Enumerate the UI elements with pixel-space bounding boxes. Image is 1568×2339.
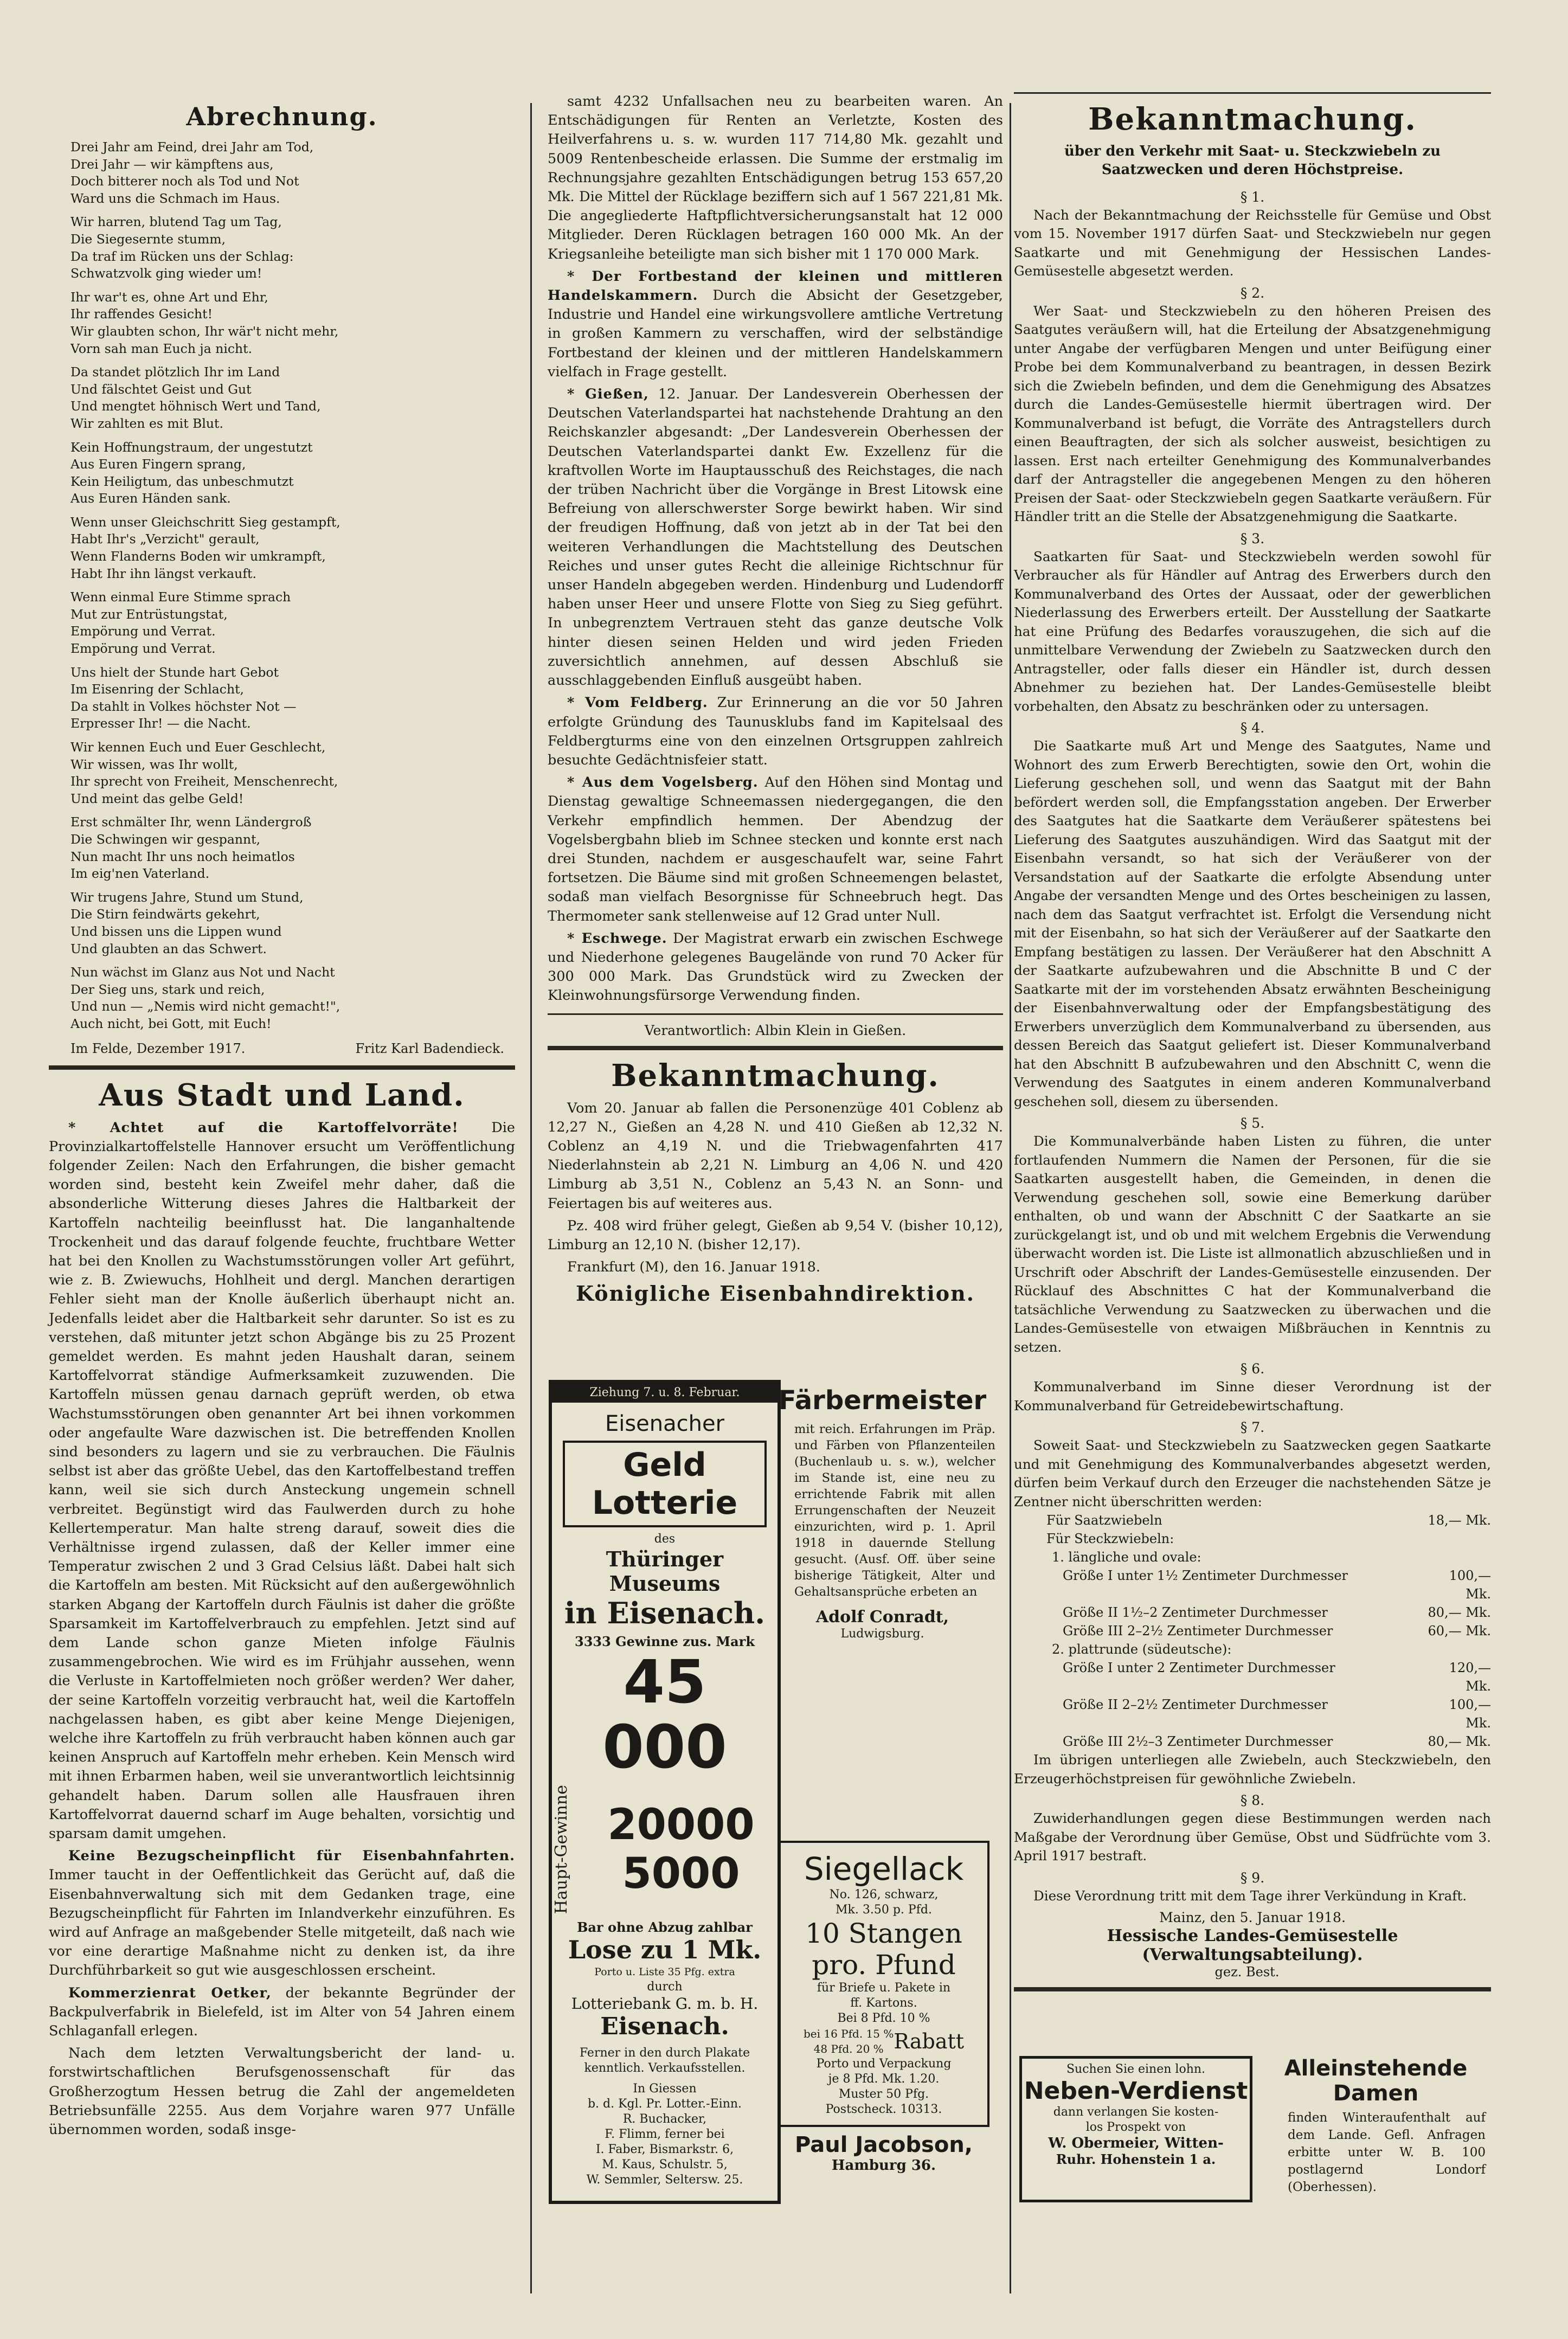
poem-line: Schwatzvolk ging wieder um!: [70, 266, 262, 281]
lottery-bank-city: Eisenach.: [600, 2013, 729, 2041]
lottery-top-prize: 45 000: [602, 1647, 727, 1782]
poem-line: Die Schwingen wir gespannt,: [70, 831, 261, 847]
seed-notice-subtitle: über den Verkehr mit Saat- u. Steckzwiebeln zu Saatzwecken und deren Höchstpreise.: [1064, 143, 1441, 178]
poem-line: Im eig'nen Vaterland.: [70, 866, 210, 882]
siegellack-line-7: 48 Pfd. 20 %: [813, 2042, 884, 2055]
lottery-further: Ferner in den durch Plakate kenntlich. Verkaufsstellen.: [579, 2046, 750, 2075]
lottery-in: in Eisenach.: [564, 1596, 766, 1630]
price-label: Größe II 2–2½ Zentimeter Durchmesser: [1063, 1697, 1328, 1713]
siegellack-line-3: für Briefe u. Pakete in: [817, 1981, 951, 1995]
poem-line: Und glaubten an das Schwert.: [70, 941, 267, 956]
poem-line: Und bissen uns die Lippen wund: [70, 923, 282, 939]
ladies-text: finden Winteraufenthalt auf dem Lande. Gefl. Anfragen erbitte unter W. B. 100 postlagernd Londorf (Oberhessen).: [1288, 2111, 1486, 2194]
responsible-editor: Verantwortlich: Albin Klein in Gießen.: [644, 1022, 907, 1038]
lottery-third-prize: 5000: [622, 1849, 740, 1899]
price-label: Für Saatzwiebeln: [1046, 1513, 1162, 1528]
poem-line: Kein Hoffnungstraum, der ungestutzt: [70, 439, 313, 455]
poem-stanza: [70, 664, 515, 732]
lottery-seller-6: W. Semmler, Seltersw. 25.: [586, 2173, 743, 2187]
section-divider: [49, 1065, 515, 1070]
lottery-seller-3: F. Flimm, ferner bei: [605, 2128, 725, 2142]
poem-signature: [70, 1039, 515, 1058]
poem-stanza: [70, 139, 515, 207]
divider: [1014, 1987, 1491, 1991]
dyer-text: mit reich. Erfahrungen im Präp. und Färben von Pflanzenteilen (Buchenlaub u. s. w.), welcher im Stande ist, eine neu zu errichtende Fabrik mit allen Errungenschaften der Neuzeit einzurichten, wird p. 1. April 1918 in dauernde Stellung gesucht. (Ausf. Off. über seine bisherige Tätigkeit, Alter und Gehaltsansprüche erbeten an: [794, 1422, 995, 1599]
lottery-in-giessen: In Giessen: [633, 2082, 697, 2096]
poem-line: Und mengtet höhnisch Wert und Tand,: [70, 399, 321, 414]
siegellack-line-4: ff. Kartons.: [850, 1996, 917, 2010]
section-sign: § 3.: [1240, 530, 1265, 547]
paragraph-lead: Kommerzienrat Oetker,: [68, 1984, 272, 2001]
place-date: Mainz, den 5. Januar 1918.: [1159, 1910, 1346, 1926]
section-sign: § 1.: [1240, 189, 1265, 205]
paragraph-text: Nach dem letzten Verwaltungsbericht der land- u. forstwirtschaftlichen Berufsgenossenschaft für das Großherzogtum Hessen betrug die Zahl der angemeldeten Betriebsunfälle 2255. Aus dem Vorjahre waren 977 Unfälle übernommen worden, sodaß insge-: [49, 2045, 515, 2138]
section-sign: § 9.: [1240, 1869, 1265, 1886]
paragraph-lead: * Aus dem Vogelsberg.: [567, 774, 759, 791]
poem-line: Da traf im Rücken uns der Schlag:: [70, 248, 294, 264]
price-label: Größe III 2–2½ Zentimeter Durchmesser: [1063, 1623, 1333, 1639]
poem-line: Wir zahlten es mit Blut.: [70, 415, 223, 431]
lottery-ad: [549, 1380, 781, 2204]
paragraph-lead: * Der Fortbestand der kleinen und mittleren Handelskammern.: [548, 268, 1003, 304]
poem-stanza: [70, 214, 515, 282]
poem-stanza: [70, 814, 515, 882]
railway-notice-text-2: Pz. 408 wird früher gelegt, Gießen ab 9,54 V. (bisher 10,12), Limburg an 12,10 N. (bisher 12,17).: [548, 1217, 1003, 1253]
section-text: Diese Verordnung tritt mit dem Tage ihrer Verkündung in Kraft.: [1033, 1887, 1467, 1904]
siegellack-line-9: je 8 Pfd. Mk. 1.20.: [828, 2072, 940, 2086]
poem-title: Abrechnung.: [186, 102, 378, 131]
local-news: [49, 1119, 515, 2140]
section-text: Zuwiderhandlungen gegen diese Bestimmungen werden nach Maßgabe der Verordnung über Gemüse, Obst und Südfrüchte vom 3. April 1917 bestraft.: [1014, 1810, 1491, 1864]
lottery-bank: Lotteriebank G. m. b. H.: [571, 1995, 759, 2013]
seed-notice-sections: [1014, 189, 1491, 1512]
poem-stanza: [70, 514, 515, 582]
lottery-porto: Porto u. Liste 35 Pfg. extra: [594, 1966, 735, 1978]
section-title: Aus Stadt und Land.: [99, 1077, 465, 1113]
lottery-name: Geld Lotterie: [563, 1441, 767, 1527]
siegellack-line-11: Postscheck. 10313.: [825, 2103, 942, 2116]
poem-line: Wenn unser Gleichschritt Sieg gestampft,: [70, 514, 340, 530]
news-paragraph: [548, 267, 1003, 382]
siegellack-rabatt: Rabatt: [894, 2029, 965, 2053]
news-paragraph: [548, 385, 1003, 690]
seed-notice-title: Bekanntmachung.: [1088, 101, 1417, 137]
divider: [1014, 92, 1491, 94]
news-paragraph: [49, 1984, 515, 2041]
poem-line: Aus Euren Fingern sprang,: [70, 457, 246, 472]
poem-line: Nun wächst im Glanz aus Not und Nacht: [70, 965, 335, 980]
poem-stanza: [70, 589, 515, 657]
side-income-ad: [1019, 2056, 1252, 2202]
lottery-second-prize: 20000: [607, 1801, 755, 1850]
price-value: 100,— Mk.: [1449, 1568, 1491, 1602]
news-paragraph: [548, 929, 1003, 1006]
section-sign: § 4.: [1240, 720, 1265, 736]
poem-line: Habt Ihr ihn längst verkauft.: [70, 566, 256, 581]
news-paragraph: [548, 693, 1003, 770]
siegellack-big-2: pro. Pfund: [812, 1949, 956, 1981]
ladies-title: Alleinstehende Damen: [1284, 2056, 1468, 2106]
section-sign: § 8.: [1240, 1792, 1265, 1809]
poem-line: Wir harren, blutend Tag um Tag,: [70, 214, 282, 230]
railway-notice-place: Frankfurt (M), den 16. Januar 1918.: [567, 1259, 820, 1276]
poem-line: Ihr war't es, ohne Art und Ehr,: [70, 289, 268, 305]
poem-line: Wir kennen Euch und Euer Geschlecht,: [70, 740, 326, 755]
price-group-label: 2. plattrunde (südeutsche):: [1052, 1642, 1232, 1657]
poem-line: Ihr raffendes Gesicht!: [70, 306, 213, 322]
side-income-line-3: los Prospekt von: [1085, 2120, 1186, 2134]
section-text: Soweit Saat- und Steckzwiebeln zu Saatzwecken gegen Saatkarte und mit Genehmigung des Kommunalverbandes abgesetzt werden, dürfen beim Verkauf durch den Erzeuger die nachstehenden Sätze je Zentner nicht überschritten werden:: [1014, 1437, 1491, 1509]
paragraph-text: Die Provinzialkartoffelstelle Hannover ersucht um Veröffentlichung folgender Zeilen: Nach den Erfahrungen, die bisher gemacht worden sind, besteht kein Zweifel mehr daher, daß die absonderliche Witterung dieses Jahres die Haltbarkeit der Kartoffeln nachteilig beeinflusst hat. Die langanhaltende Trockenheit und das darauf folgende feuchte, fruchtbare Wetter hat bei den Knollen zu Wachstumsstörungen voller Art geführt, wie z. B. Zwiewuchs, Hohlheit und dergl. Manchen derartigen Fehler sieht man der Knolle äußerlich überhaupt nicht an. Jedenfalls leidet aber die Haltbarkeit sehr darunter. So ist es zu verstehen, daß mitunter jetzt schon Abgänge bis zu 25 Prozent gemeldet werden. Es mahnt jeden Haushalt daran, seinem Kartoffelvorrat ständige Aufmerksamkeit zuzuwenden. Die Kartoffeln müssen genau darnach geprüft werden, ob etwa Wachstumsstörungen oben genannter Art bei ihnen vorkommen oder angefaulte Ware dazwischen ist. Die betreffenden Knollen sind besonders zu lagern und sie zu verbrauchen. Die Fäulnis selbst ist aber das größte Uebel, das den Kartoffelbestand treffen kann, weil sie sich durch Ansteckung ungemein schnell verbreitet. Begünstigt wird das Faulwerden durch zu hohe Kellertemperatur. Man halte streng darauf, soweit dies die Verhältnisse irgend zulassen, daß der Keller immer eine Temperatur zwischen 2 und 3 Grad Celsius läßt. Dabei halt sich die Kartoffeln am besten. Mit Rücksicht auf den außergewöhnlich starken Abgang der Kartoffeln durch Fäulnis ist daher die größte Sparsamkeit im Kartoffelverbrauch zu empfehlen. Jetzt sind auf dem Lande schon ganze Mieten infolge Fäulnis zusammengebrochen. Wie wird es im Frühjahr aussehen, wenn die Verluste in Kartoffelmieten noch größer werden? Wer daher, der seine Kartoffeln vorzeitig verbraucht hat, weil die Kartoffeln nachgelassen haben, es gibt aber keine Menge Diejenigen, welche ihre Kartoffeln zu früh verbraucht haben können auch gar keinen Anspruch auf Kartoffeln mehr erheben. Kein Mensch wird mit ihnen Erbarmen haben, weil sie unverantwortlich leichtsinnig gehandelt haben. Darum sollen alle Hausfrauen ihren Kartoffelvorrat dauernd scharf im Auge behalten, vorsichtig und sparsam damit umgehen.: [49, 1119, 515, 1842]
regional-news: [548, 92, 1003, 1006]
section-text: Saatkarten für Saat- und Steckzwiebeln werden sowohl für Verbraucher als für Händler auf Antrag des Erwerbers durch den Kommunalverband des Ortes der Aussaat, oder der gewerblichen Niederlassung des Erwerbers erteilt. Der Ausstellung der Saatkarte hat eine Prüfung des Bedarfes vorauszugehen, die sich auf die unmittelbare Verwendung der Zwiebeln zu Saatzwecken durch den Antragsteller, oder falls dieser ein Händler ist, durch dessen Abnehmer zu beziehen hat. Der Landes-Gemüsestelle bleibt vorbehalten, den Absatz zu beschränken oder zu untersagen.: [1014, 548, 1491, 714]
poem-line: Die Stirn feindwärts gekehrt,: [70, 907, 260, 922]
poem-line: Wir wissen, was Ihr wollt,: [70, 756, 238, 772]
poem-line: Wir glaubten schon, Ihr wär't nicht mehr,: [70, 323, 339, 339]
price-label: Größe I unter 1½ Zentimeter Durchmesser: [1063, 1568, 1348, 1584]
poem-line: Drei Jahr am Feind, drei Jahr am Tod,: [70, 139, 314, 155]
ladies-ad: [1261, 2056, 1491, 2202]
dyer-name: Adolf Conradt,: [815, 1608, 949, 1627]
lottery-durch: durch: [647, 1980, 683, 1994]
section-sign: § 7.: [1240, 1419, 1265, 1436]
poem-date: Im Felde, Dezember 1917.: [70, 1040, 246, 1056]
poem-stanza: [70, 364, 515, 432]
after-prices: Im übrigen unterliegen alle Zwiebeln, auch Steckzwiebeln, den Erzeugerhöchstpreisen für gewöhnliche Zwiebeln.: [1014, 1752, 1491, 1787]
poem-line: Vorn sah man Euch ja nicht.: [70, 340, 253, 356]
price-label: Größe III 2½–3 Zentimeter Durchmesser: [1063, 1734, 1333, 1750]
poem-line: Da standet plötzlich Ihr im Land: [70, 364, 280, 380]
paragraph-text: der bekannte Begründer der Backpulverfabrik in Bielefeld, ist im Alter von 54 Jahren einem Schlaganfall erlegen.: [49, 1984, 515, 2040]
side-income-line-1: Suchen Sie einen lohn.: [1066, 2062, 1206, 2076]
siegellack-line-1: No. 126, schwarz,: [829, 1888, 939, 1901]
poem-line: Empörung und Verrat.: [70, 624, 216, 639]
poem-line: Mut zur Entrüstungstat,: [70, 606, 228, 622]
poem-stanza: [70, 964, 515, 1032]
section-sign: § 2.: [1240, 285, 1265, 301]
poem-line: Und fälschtet Geist und Gut: [70, 381, 252, 397]
dyer-title: Färbermeister: [778, 1385, 987, 1416]
column-right: [1014, 92, 1491, 1999]
price-group-label: 1. längliche und ovale:: [1052, 1550, 1201, 1565]
siegellack-big-1: 10 Stangen: [805, 1918, 962, 1949]
poem-stanza: [70, 889, 515, 958]
poem-stanza: [70, 439, 515, 507]
lottery-museum: Thüringer Museums: [606, 1547, 724, 1596]
side-income-line-2: dann verlangen Sie kosten-: [1053, 2105, 1219, 2119]
poem-line: Wenn Flanderns Boden wir umkrampft,: [70, 549, 326, 564]
news-paragraph: [49, 1847, 515, 1980]
poem-author: Fritz Karl Badendieck.: [355, 1040, 504, 1056]
lottery-main-label: Haupt-Gewinne: [552, 1785, 571, 1914]
lottery-cash: Bar ohne Abzug zahlbar: [577, 1919, 753, 1936]
poem-line: Und nun — „Nemis wird nicht gemacht!",: [70, 999, 340, 1014]
poem-line: Ihr sprecht von Freiheit, Menschenrecht,: [70, 774, 338, 789]
price-value: 80,— Mk.: [1428, 1605, 1491, 1621]
news-paragraph: [49, 1119, 515, 1844]
paragraph-text: 12. Januar. Der Landesverein Oberhessen der Deutschen Vaterlandspartei hat nachstehende Drahtung an den Reichskanzler abgesandt: „Der Landesverein Oberhessen der Deutschen Vaterlandspartei dankt Ew. Exzellenz für die kraftvollen Worte im Hauptausschuß des Reichstages, die nach der trüben Nachricht über die Vorgänge in Brest Litowsk eine Befreiung von allerschwerster Sorge bewirkt haben. Wir sind der freudigen Hoffnung, daß von jetzt ab in der Tat bei den weiteren Verhandlungen die Machtstellung des Deutschen Reiches und unser gutes Recht die alleinige Richtschnur für unser Handeln abgegeben werden. Hindenburg und Ludendorff haben unser Heer und unsere Flotte von Sieg zu Sieg geführt. In unbegrenztem Vertrauen steht das ganze deutsche Volk hinter diesen seinen Helden und wird jeden Frieden zuversichtlich annehmen, auf dessen Abschluß sie ausschlaggebenden Einfluß ausgeübt haben.: [548, 386, 1003, 689]
news-paragraph: [49, 2044, 515, 2139]
side-income-line-5: Ruhr. Hohenstein 1 a.: [1056, 2151, 1216, 2167]
poem-line: Der Sieg uns, stark und reich,: [70, 981, 265, 997]
side-income-title: Neben-Verdienst: [1024, 2077, 1248, 2105]
poem-line: Erpresser Ihr! — die Nacht.: [70, 716, 251, 731]
paragraph-lead: * Eschwege.: [567, 930, 667, 947]
siegellack-title: Siegellack: [804, 1850, 964, 1887]
poem-line: Auch nicht, bei Gott, mit Euch!: [70, 1016, 272, 1031]
siegellack-name: Paul Jacobson,: [794, 2132, 973, 2157]
lottery-lose: Lose zu 1 Mk.: [568, 1935, 762, 1965]
section-text: Kommunalverband im Sinne dieser Verordnung ist der Kommunalverband für Getreidebewirtschaftung.: [1014, 1379, 1491, 1413]
poem-line: Erst schmälter Ihr, wenn Ländergroß: [70, 814, 312, 830]
poem: [70, 139, 515, 1033]
news-paragraph: [548, 773, 1003, 926]
paragraph-lead: Keine Bezugscheinpflicht für Eisenbahnfahrten.: [68, 1848, 515, 1865]
poem-line: Habt Ihr's „Verzicht" gerault,: [70, 531, 260, 547]
side-income-line-4: W. Obermeier, Witten-: [1048, 2135, 1224, 2151]
dyer-city: Ludwigsburg.: [840, 1627, 924, 1641]
paragraph-text: Zur Erinnerung an die vor 50 Jahren erfolgte Gründung des Taunusklubs fand im Kapitelsaal des Feldbergturms eine von den einzelnen Ortsgruppen zahlreich besuchte Gedächtnisfeier statt.: [548, 695, 1003, 768]
column-rule-right: [1010, 103, 1011, 2293]
railway-notice-signature: Königliche Eisenbahndirektion.: [576, 1281, 975, 1306]
poem-line: Kein Heiligtum, das unbeschmutzt: [70, 473, 294, 489]
poem-line: Im Eisenring der Schlacht,: [70, 682, 244, 697]
price-value: 80,— Mk.: [1428, 1734, 1491, 1750]
divider: [548, 1013, 1003, 1015]
poem-line: Nun macht Ihr uns noch heimatlos: [70, 849, 295, 864]
paragraph-lead: * Achtet auf die Kartoffelvorräte!: [68, 1119, 459, 1136]
lottery-draw: Ziehung 7. u. 8. Februar.: [552, 1383, 777, 1403]
section-text: Die Kommunalverbände haben Listen zu führen, die unter fortlaufenden Nummern die Namen der Personen, für die sie Saatkarten ausgestellt haben, die Gemeinden, in denen die Verwendung geschehen soll, sowie eine Bemerkung darüber enthalten, ob und wann der Abschnitt C der Saatkarte an sie zurückgelangt ist, und ob und mit welchem Ergebnis die Verwendung überwacht worden ist. Die Liste ist allmonatlich abzuschließen und in Urschrift oder Abschrift der Landes-Gemüsestelle einzusenden. Der Rücklauf des Abschnittes C hat der Kommunalverband die tatsächliche Verwendung zu Saatzwecken zu überwachen und die Landes-Gemüsestelle von etwaigen Mißbräuchen in Kenntnis zu setzen.: [1014, 1133, 1491, 1355]
paragraph-text: Durch die Absicht der Gesetzgeber, Industrie und Handel eine wirkungsvollere amtliche Vertretung in großen Kammern zu verschaffen, wird der selbständige Fortbestand der kleinen und der mittleren Handelskammern vielfach in Frage gestellt.: [548, 287, 1003, 380]
poem-line: Drei Jahr — wir kämpftens aus,: [70, 156, 274, 172]
section-text: Wer Saat- und Steckzwiebeln zu den höheren Preisen des Saatgutes veräußern will, hat die Erteilung der Absatzgenehmigung unter Angabe der verfügbaren Mengen und unter Beifügung einer Probe bei dem Kommunalverband zu beantragen, in dessen Bezirk sich die Zwiebeln befinden, und dem die Genehmigung des Absatzes durch die Landes-Gemüsestelle hiermit übertragen wird. Der Kommunalverband ist befugt, die Vorräte des Antragstellers durch einen Beauftragten, der sich als solcher ausweist, besichtigen zu lassen. Erst nach erteilter Genehmigung des Kommunalverbandes darf der Antragsteller die angegebenen Mengen zu den höheren Preisen der Saat- oder Steckzwiebeln gegen Saatkarte veräußern. Für Händler tritt an die Stelle der Absatzgenehmigung die Saatkarte.: [1014, 303, 1491, 525]
price-label: Größe II 1½–2 Zentimeter Durchmesser: [1063, 1605, 1328, 1621]
divider: [548, 1046, 1003, 1050]
siegellack-line-2: Mk. 3.50 p. Pfd.: [836, 1903, 932, 1917]
signed-by: gez. Best.: [1214, 1964, 1280, 1980]
siegellack-line-10: Muster 50 Pfg.: [838, 2087, 929, 2101]
poem-line: Wenn einmal Eure Stimme sprach: [70, 589, 291, 605]
railway-notice-text: Vom 20. Januar ab fallen die Personenzüge 401 Coblenz ab 12,27 N., Gießen an 4,28 N. und 410 Gießen ab 12,32 N. Coblenz an 4,19 N. und die Triebwagenfahrten 417 Niederlahnstein ab 2,21 N. Limburg an 4,06 N. und 420 Limburg ab 3,51 N., Coblenz an 5,43 N. an Sonn- und Feiertagen bis auf weiteres aus.: [548, 1100, 1003, 1212]
poem-line: Da stahlt in Volkes höchster Not —: [70, 698, 297, 714]
price-value: 60,— Mk.: [1428, 1623, 1491, 1639]
poem-line: Uns hielt der Stunde hart Gebot: [70, 664, 279, 680]
lottery-seller-2: R. Buchacker,: [622, 2112, 707, 2126]
price-group-label: Für Steckzwiebeln:: [1046, 1531, 1174, 1547]
section-text: Die Saatkarte muß Art und Menge des Saatgutes, Name und Wohnort des zum Erwerb Berechtigten, sowie den Ort, wohin die Lieferung geschehen soll, und wenn das Saatgut mit der Bahn befördert werden soll, die Empfangsstation angeben. Der Erwerber des Saatgutes hat die Saatkarte dem Veräußerer spätestens bei Lieferung des Saatgutes auszuhändigen. Wird das Saatgut mit der Eisenbahn versandt, so hat sich der Veräußerer von der Versandstation auf der Saatkarte die erfolgte Absendung unter Angabe der versandten Menge und des Ortes bescheinigen zu lassen, nach dem das Saatgut verfrachtet ist. Erfolgt die Versendung nicht mit der Eisenbahn, so hat sich der Veräußerer auf der Saatkarte den Empfang bestätigen zu lassen. Der Veräußerer hat den Abschnitt A der Saatkarte aufzubewahren und die Abschnitte B und C der Saatkarte mit der im vorstehenden Absatz erwähnten Bescheinigung der Eisenbahnverwaltung oder der Empfangsbestätigung des Erwerbers unverzüglich dem Kommunalverband zu übersenden, aus dessen Bereich das Saatgut geliefert ist. Dieser Kommunalverband hat den Abschnitt B aufzubewahren und den Abschnitt C, wenn die Verwendung des Saatgutes in einem anderen Kommunalverband geschehen soll, diesem zu übersenden.: [1014, 738, 1491, 1109]
poem-line: Wir trugens Jahre, Stund um Stund,: [70, 889, 304, 905]
siegellack-line-5: Bei 8 Pfd. 10 %: [837, 2012, 930, 2025]
poem-line: Empörung und Verrat.: [70, 641, 216, 657]
authority: Hessische Landes-Gemüsestelle (Verwaltungsabteilung).: [1107, 1926, 1398, 1965]
paragraph-lead: * Vom Feldberg.: [567, 695, 708, 711]
column-middle: [548, 92, 1003, 1306]
railway-notice-title: Bekanntmachung.: [611, 1057, 940, 1094]
poem-line: Die Siegesernte stumm,: [70, 231, 226, 247]
poem-line: Aus Euren Händen sank.: [70, 491, 231, 506]
poem-line: Und meint das gelbe Geld!: [70, 791, 244, 806]
section-text: Nach der Bekanntmachung der Reichsstelle für Gemüse und Obst vom 15. November 1917 dürfen Saat- und Steckzwiebeln nur gegen Saatkarte und mit Genehmigung der Hessischen Landes-Gemüsestelle abgesetzt werden.: [1014, 207, 1491, 279]
lottery-city: Eisenacher: [605, 1411, 725, 1436]
column-rule-left: [530, 103, 532, 2293]
lottery-winnings: 3333 Gewinne zus. Mark: [575, 1634, 755, 1649]
price-value: 120,— Mk.: [1449, 1660, 1491, 1694]
lottery-seller-5: M. Kaus, Schulstr. 5,: [602, 2158, 728, 2172]
poem-line: Ward uns die Schmach im Haus.: [70, 190, 280, 206]
siegellack-line-6: bei 16 Pfd. 15 %: [803, 2027, 894, 2040]
paragraph-text: Der Magistrat erwarb ein zwischen Eschwege und Niederhone gelegenes Baugelände von rund 70 Acker für 300 000 Mark. Das Grundstück wird zu Zwecken der Kleinwohnungsfürsorge Verwendung finden.: [548, 930, 1003, 1004]
price-value: 100,— Mk.: [1449, 1697, 1491, 1731]
paragraph-text: Auf den Höhen sind Montag und Dienstag gewaltige Schneemassen niedergegangen, die den Verkehr empfindlich hemmen. Der Abendzug der Vogelsbergbahn blieb im Schnee stecken und konnte erst nach drei Stunden, nachdem er ausgeschaufelt war, seine Fahrt fortsetzen. Die Bäume sind mit großen Schneemengen belastet, sodaß man vielfach Besorgnisse für Schneebruch hegt. Das Thermometer sank stellenweise auf 12 Grad unter Null.: [548, 774, 1003, 924]
siegellack-line-8: Porto und Verpackung: [816, 2057, 952, 2071]
paragraph-lead: * Gießen,: [567, 386, 649, 403]
siegellack-city: Hamburg 36.: [831, 2157, 936, 2174]
paragraph-text: Immer taucht in der Oeffentlichkeit das Gerücht auf, daß die Eisenbahnverwaltung sich mit dem Gedanken trage, eine Bezugscheinpflicht für Fahrten im Inlandverkehr einzuführen. Es wird auf Anfrage an maßgebender Stelle mitgeteilt, daß nach wie vor eine derartige Maßnahme nicht zu denken ist, da ihre Durchführbarkeit so gut wie ausgeschlossen erscheint.: [49, 1867, 515, 1979]
column-left: [49, 92, 515, 2143]
news-paragraph: [548, 92, 1003, 264]
poem-line: Doch bitterer noch als Tod und Not: [70, 174, 299, 189]
paragraph-text: samt 4232 Unfallsachen neu zu bearbeiten waren. An Entschädigungen für Renten an Verletzte, Kosten des Heilverfahrens u. s. w. wurden 117 714,80 Mk. gezahlt und 5009 Rentenbescheide erlassen. Die Summe der erstmalig im Rechnungsjahre gezahlten Entschädigungen betrug 153 657,20 Mk. Die Mittel der Rücklage beziffern sich auf 1 567 221,81 Mk. Die angegliederte Haftpflichtversicherungsanstalt hat 12 000 Mitglieder. Deren Rücklagen betragen 160 000 Mk. An der Kriegsanleihe beteiligte man sich bisher mit 1 170 000 Mark.: [548, 93, 1003, 262]
lottery-seller-4: I. Faber, Bismarkstr. 6,: [595, 2143, 734, 2157]
section-sign: § 5.: [1240, 1115, 1265, 1132]
lottery-des: des: [654, 1532, 676, 1546]
section-sign: § 6.: [1240, 1361, 1265, 1377]
dyer-ad: [762, 1380, 1003, 1824]
poem-stanza: [70, 289, 515, 357]
poem-stanza: [70, 739, 515, 807]
siegellack-ad: [778, 1841, 989, 2182]
price-table: [1046, 1511, 1491, 1751]
price-label: Größe I unter 2 Zentimeter Durchmesser: [1063, 1660, 1335, 1676]
lottery-seller-1: b. d. Kgl. Pr. Lotter.-Einn.: [587, 2097, 742, 2111]
price-value: 18,— Mk.: [1428, 1513, 1491, 1528]
